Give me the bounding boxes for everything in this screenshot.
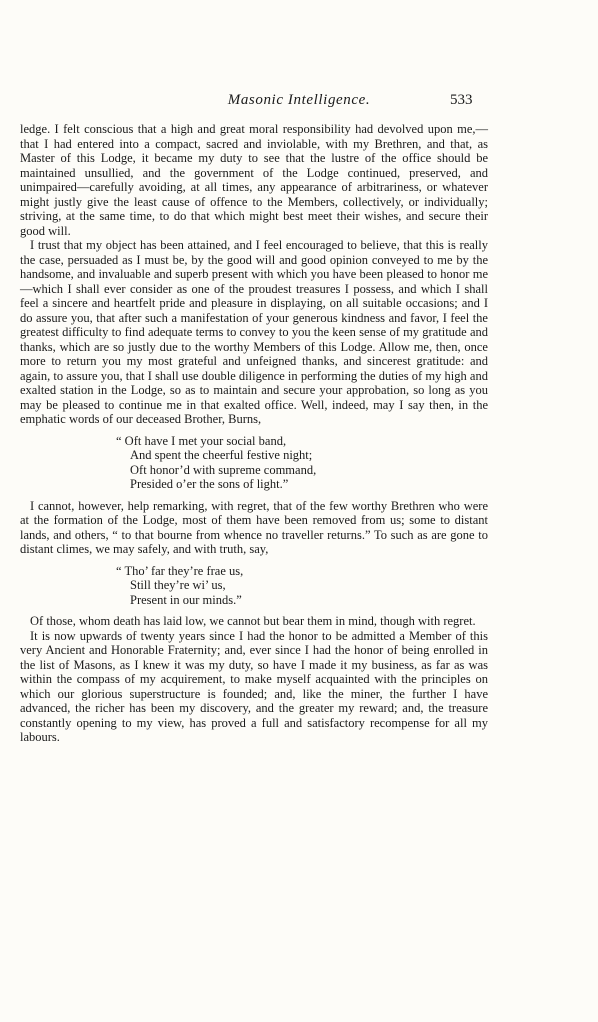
verse-line: And spent the cheerful festive night; bbox=[130, 448, 313, 462]
paragraph: I trust that my object has been attained, and I feel encouraged to believe, that this is really the case, persuaded as I must be, by the good will and good opinion conveyed to me by the handsome, and invaluable and superb present with which you have been pleased to honor me—which I shall ever consider as one of the proudest treasures I possess, and which I shall feel a sincere and heartfelt pride and pleasure in displaying, on all suitable occasions; and I do assure you, that after such a manifestation of your generous kindness and favor, I feel the greatest difficulty to find adequate terms to convey to you the keen sense of my gratitude and thanks, which are so justly due to the worthy Members of this Lodge. Allow me, then, once more to return you my most grateful and unfeigned thanks, and sincerest gratitude: and again, to assure you, that I shall use double diligence in performing the duties of my high and exalted station in the Lodge, so as to maintain and secure your approbation, so long as you may be pleased to continue me in that exalted office. Well, indeed, may I say then, in the emphatic words of our deceased Brother, Burns, bbox=[20, 238, 488, 426]
verse-line: Present in our minds.” bbox=[130, 592, 242, 607]
verse-line: Still they’re wi’ us, bbox=[130, 578, 226, 592]
paragraph: Of those, whom death has laid low, we cannot but bear them in mind, though with regret. bbox=[30, 614, 476, 628]
verse-line: Presided o’er the sons of light.” bbox=[130, 477, 289, 491]
paragraph: I cannot, however, help remarking, with regret, that of the few worthy Brethren who were at the formation of the Lodge, most of them have been removed from us; some to distant lands, and others, “ to that bourne from whence no traveller returns.” To such as are gone to distant climes, we may safely, and with truth, say, bbox=[20, 498, 488, 556]
paragraph: It is now upwards of twenty years since I had the honor to be admitted a Member of this very Ancient and Honorable Fraternity; and, ever since I had the honor of being enrolled in the list of Masons, as I knew it was my duty, so have I made it my business, as far as was within the compass of my acquirement, to make myself acquainted with the principles on which our glorious superstructure is founded; and, like the miner, the further I have advanced, the richer has been my discovery, and the greater my reward; and, the treasure constantly opening to my view, has proved a full and satisfactory recompense for all my labours. bbox=[20, 628, 488, 744]
verse-quotation bbox=[116, 564, 488, 608]
verse-line: “ Tho’ far they’re frae us, bbox=[116, 563, 244, 578]
verse-quotation bbox=[116, 434, 488, 492]
verse-line: Oft honor’d with supreme command, bbox=[130, 462, 317, 477]
page-number: 533 bbox=[450, 92, 473, 108]
verse-line: “ Oft have I met your social band, bbox=[116, 433, 287, 448]
body-text bbox=[20, 122, 488, 745]
running-title: Masonic Intelligence. bbox=[227, 92, 371, 108]
paragraph-continued: ledge. I felt conscious that a high and great moral responsibility had devolved upon me,—that I had entered into a compact, sacred and inviolable, with my Brethren, and that, as Master of this Lodge, it became my duty to see that the lustre of the office should be maintained unsullied, and the government of the Lodge continued, preserved, and unimpaired—carefully avoiding, at all times, any appearance of arbitrariness, or whatever might justly give the least cause of offence to the Members, collectively, or individually; striving, at the same time, to do that which might best meet their wishes, and secure their good will. bbox=[20, 122, 488, 238]
